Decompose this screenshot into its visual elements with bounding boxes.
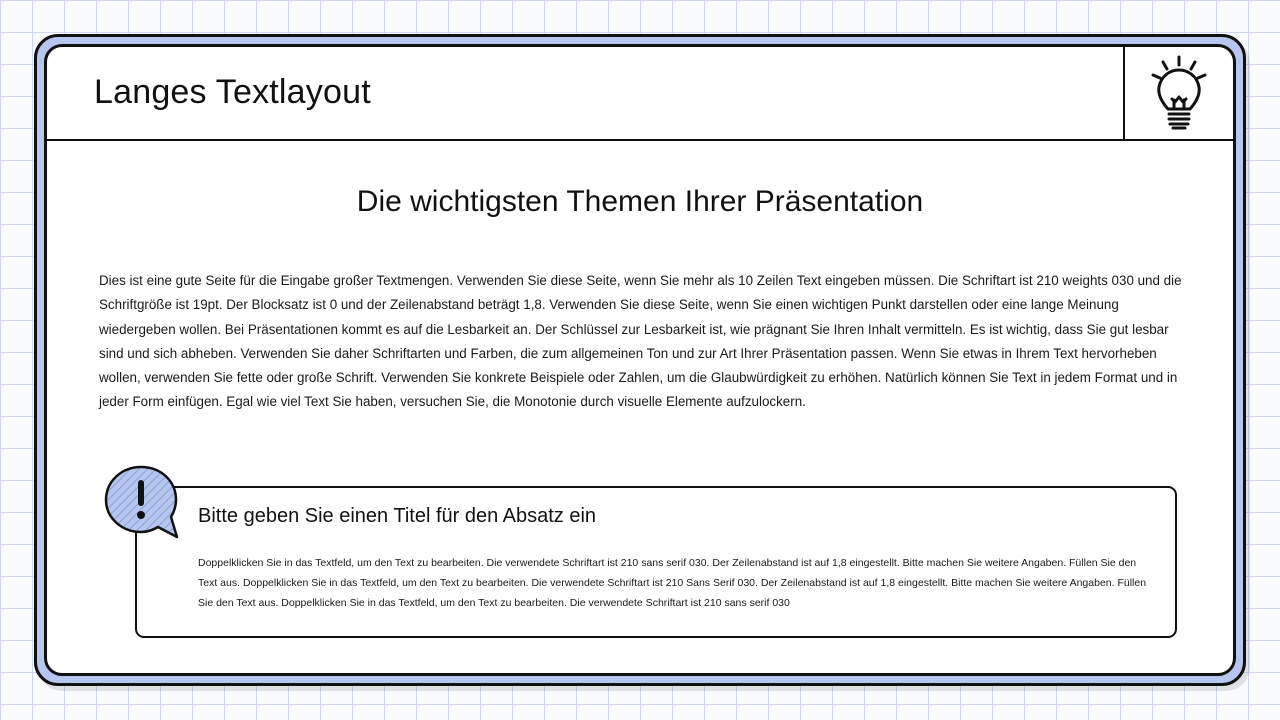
header-bar (47, 47, 1233, 141)
slide-card (44, 44, 1236, 676)
exclamation-icon (101, 464, 181, 544)
callout-title: Bitte geben Sie einen Titel für den Absatz ein (198, 505, 597, 527)
page-title: Langes Textlayout (94, 73, 371, 111)
section-heading: Die wichtigsten Themen Ihrer Präsentation (356, 185, 924, 218)
callout-box (135, 486, 1177, 638)
callout-text: Doppelklicken Sie in das Textfeld, um den Text zu bearbeiten. Die verwendete Schriftart ist 210 sans serif 030. Der Zeilenabstand ist auf 1,8 eingestellt. Bitte machen Sie weitere Angaben. Füllen Sie den Text aus. Doppelklicken Sie in das Textfeld, um den Text zu bearbeiten. Die verwendete Schriftart ist 210 Sans Serif 030. Der Zeilenabstand ist auf 1,8 eingestellt. Bitte machen Sie weitere Angaben. Füllen Sie den Text aus. Doppelklicken Sie in das Textfeld, um den Text zu bearbeiten. Die verwendete Schriftart ist 210 sans serif 030 (198, 557, 1147, 609)
body-paragraph: Dies ist eine gute Seite für die Eingabe großer Textmengen. Verwenden Sie diese Seite, wenn Sie mehr als 10 Zeilen Text eingeben müssen. Die Schriftart ist 210 weights 030 und die Schriftgröße ist 19pt. Der Blocksatz ist 0 und der Zeilenabstand beträgt 1,8. Verwenden Sie diese Seite, wenn Sie einen wichtigen Punkt darstellen oder eine lange Meinung wiedergeben wollen. Bei Präsentationen kommt es auf die Lesbarkeit an. Der Schlüssel zur Lesbarkeit ist, wie prägnant Sie Ihren Inhalt vermitteln. Es ist wichtig, dass Sie gut lesbar sind und sich abheben. Verwenden Sie daher Schriftarten und Farben, die zum allgemeinen Ton und zur Art Ihrer Präsentation passen. Wenn Sie etwas in Ihrem Text hervorheben wollen, verwenden Sie fette oder große Schrift. Verwenden Sie konkrete Beispiele oder Zahlen, um die Glaubwürdigkeit zu erhöhen. Natürlich können Sie Text in jedem Format und in jeder Form einfügen. Egal wie viel Text Sie haben, versuchen Sie, die Monotonie durch visuelle Elemente aufzulockern. (99, 273, 1182, 410)
icon-box (1123, 47, 1233, 139)
lightbulb-icon (1149, 53, 1209, 133)
